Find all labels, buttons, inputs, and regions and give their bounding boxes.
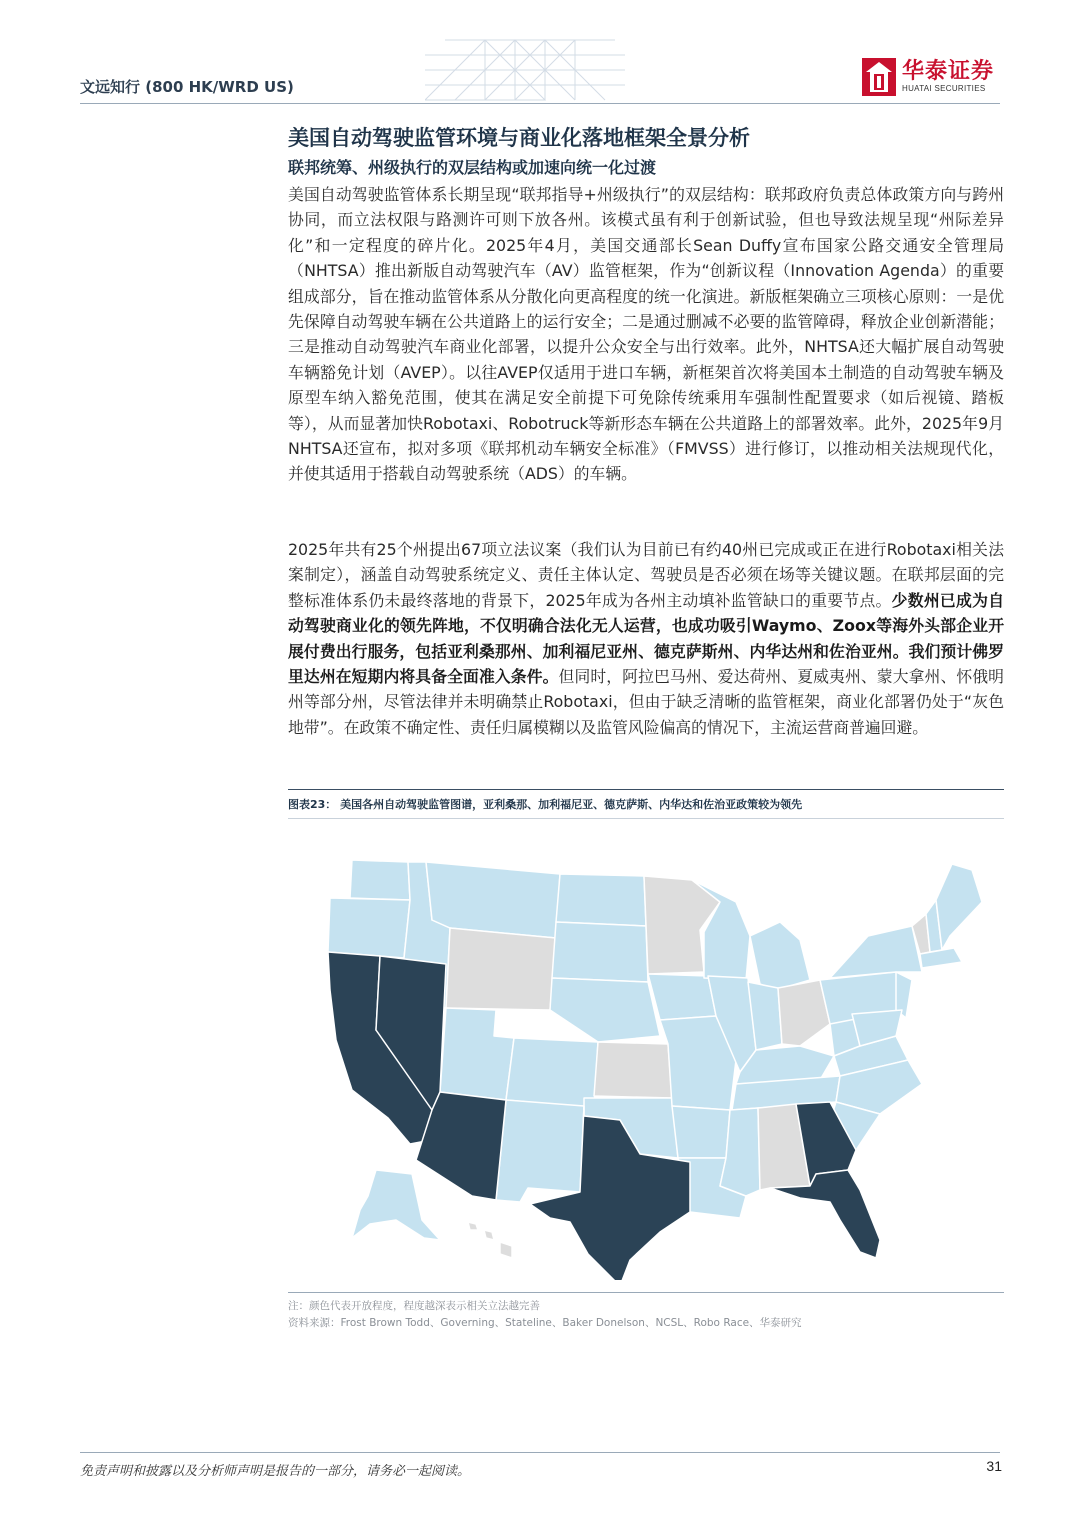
body-paragraph-2 bbox=[288, 537, 1004, 740]
us-state-map bbox=[300, 840, 990, 1280]
state-washington bbox=[350, 860, 410, 900]
paragraph-2-bold: 少数州已成为自动驾驶商业化的领先阵地，不仅明确合法化无人运营，也成功吸引Waymo、Zoox等海外头部企业开展付费出行服务，包括亚利桑那州、加利福尼亚州、德克萨斯州、内华达州和佐治亚州。我们预计佛罗里达州在短期内将具备全面准入条件。 bbox=[288, 590, 1004, 687]
figure-note: 注：颜色代表开放程度，程度越深表示相关立法越完善 bbox=[288, 1300, 540, 1312]
paragraph-2-tail: 但同时，阿拉巴马州、爱达荷州、夏威夷州、蒙大拿州、怀俄明州等部分州，尽管法律并未明确禁止Robotaxi，但由于缺乏清晰的监管框架，商业化部署仍处于“灰色地带”。在政策不确定性、责任归属模糊以及监管风险偏高的情况下，主流运营商普遍回避。 bbox=[288, 667, 1004, 737]
figure-caption-rule bbox=[288, 818, 1004, 819]
state-utah bbox=[440, 1008, 514, 1100]
huatai-logo bbox=[862, 58, 994, 96]
state-wyoming bbox=[446, 928, 556, 1010]
footer-divider bbox=[80, 1452, 1000, 1453]
state-iowa bbox=[648, 974, 716, 1020]
state-north-dakota bbox=[556, 874, 646, 926]
state-kansas bbox=[594, 1042, 672, 1098]
state-nebraska bbox=[550, 978, 660, 1042]
state-oregon bbox=[328, 898, 410, 958]
state-montana bbox=[426, 862, 560, 938]
figure-bottom-rule bbox=[288, 1292, 1004, 1293]
section-title: 美国自动驾驶监管环境与商业化落地框架全景分析 bbox=[288, 125, 750, 150]
page-number: 31 bbox=[986, 1458, 1002, 1474]
header-divider bbox=[80, 103, 1000, 104]
state-alaska bbox=[352, 1170, 440, 1240]
footer-disclaimer: 免责声明和披露以及分析师声明是报告的一部分，请务必一起阅读。 bbox=[80, 1464, 471, 1479]
body-paragraph-1: 美国自动驾驶监管体系长期呈现“联邦指导+州级执行”的双层结构：联邦政府负责总体政策方向与跨州协同，而立法权限与路测许可则下放各州。该模式虽有利于创新试验，但也导致法规呈现“州际差异化”和一定程度的碎片化。2025年4月，美国交通部长Sean Duffy宣布国家公路交通安全管理局（NHTSA）推出新版自动驾驶汽车（AV）监管框架，作为“创新议程（Innovation Agenda）的重要组成部分，旨在推动监管体系从分散化向更高程度的统一化演进。新版框架确立三项核心原则：一是优先保障自动驾驶车辆在公共道路上的运行安全；二是通过删减不必要的监管障碍，释放企业创新潜能；三是推动自动驾驶汽车商业化部署，以提升公众安全与出行效率。此外，NHTSA还大幅扩展自动驾驶车辆豁免计划（AVEP）。以往AVEP仅适用于进口车辆，新框架首次将美国本土制造的自动驾驶车辆及原型车纳入豁免范围，使其在满足安全前提下可免除传统乘用车强制性配置要求（如后视镜、踏板等），从而显著加快Robotaxi、Robotruck等新形态车辆在公共道路上的部署效率。此外，2025年9月NHTSA还宣布，拟对多项《联邦机动车辆安全标准》（FMVSS）进行修订，以推动相关法规现代化，并使其适用于搭载自动驾驶系统（ADS）的车辆。 bbox=[288, 185, 1004, 484]
logo-chinese-text: 华泰证券 bbox=[902, 59, 995, 84]
state-michigan bbox=[750, 922, 810, 990]
paragraph-2-intro: 2025年共有25个州提出67项立法议案（我们认为目前已有约40州已完成或正在进行Robotaxi相关法案制定），涵盖自动驾驶系统定义、责任主体认定、驾驶员是否必须在场等关键议题。在联邦层面的完整标准体系仍未最终落地的背景下，2025年成为各州主动填补监管缺口的重要节点。 bbox=[288, 540, 1004, 610]
state-south-dakota bbox=[552, 922, 648, 982]
state-maine bbox=[936, 864, 982, 950]
figure-source: 资料来源：Frost Brown Todd、Governing、Stateline、Baker Donelson、NCSL、Robo Race、华泰研究 bbox=[288, 1317, 802, 1329]
state-new-york bbox=[830, 926, 922, 978]
header-grid-decoration bbox=[425, 30, 625, 110]
section-subtitle: 联邦统筹、州级执行的双层结构或加速向统一化过渡 bbox=[288, 158, 657, 177]
logo-english-text: HUATAI SECURITIES bbox=[902, 84, 986, 93]
figure-top-rule bbox=[288, 789, 1004, 790]
state-new-mexico bbox=[496, 1100, 584, 1202]
state-arkansas bbox=[672, 1106, 730, 1158]
state-hawaii bbox=[468, 1222, 512, 1258]
company-ticker: 文远知行 (800 HK/WRD US) bbox=[80, 78, 294, 96]
huatai-logo-icon bbox=[862, 58, 896, 96]
figure-caption: 图表23： 美国各州自动驾驶监管图谱，亚利桑那、加利福尼亚、德克萨斯、内华达和佐治亚政策较为领先 bbox=[288, 798, 803, 811]
